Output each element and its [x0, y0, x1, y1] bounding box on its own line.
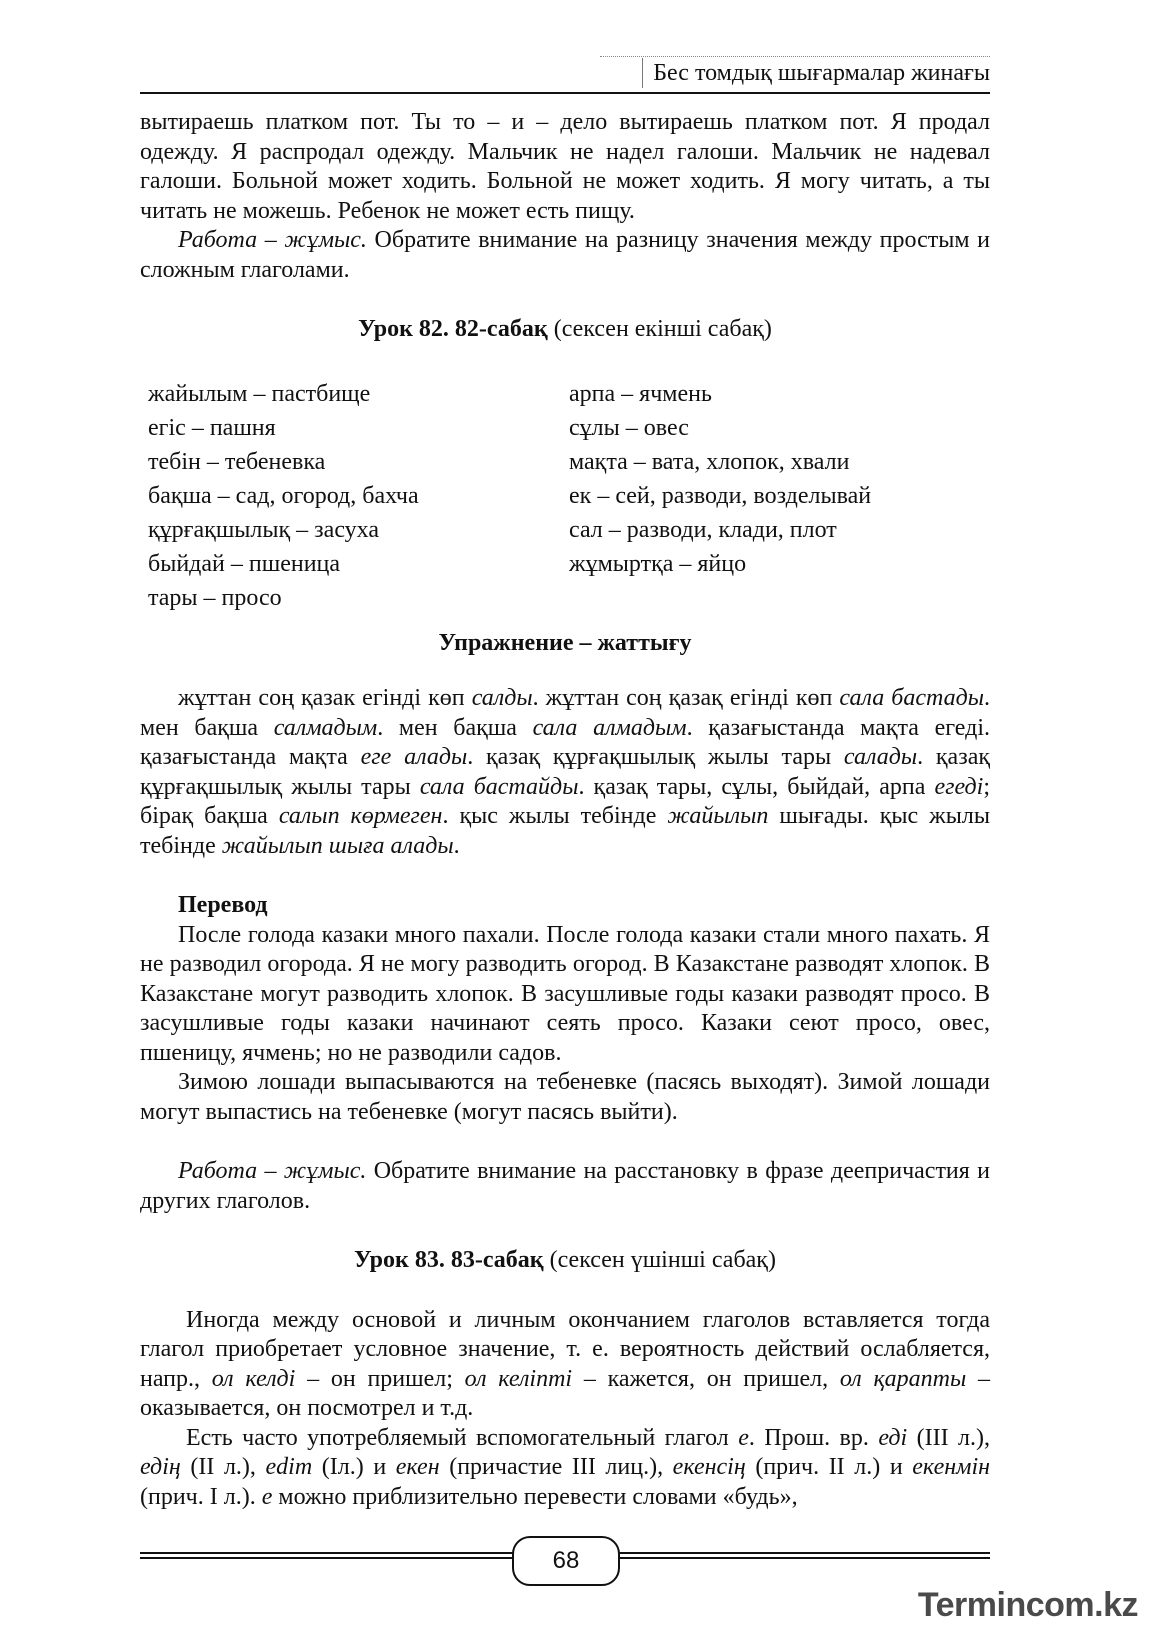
italic-run: салмадым	[273, 714, 378, 741]
italic-run: едің	[140, 1454, 181, 1480]
translation-paragraph-2: Зимою лошади выпасываются на тебеневке (пасясь выходят). Зимой лошади могут выпастись на тебеневке (могут пасясь выйти).	[140, 1069, 990, 1125]
vocabulary-item-right: сал – разводи, клади, плот	[569, 516, 837, 543]
vocabulary-item-right: сұлы – овес	[569, 414, 689, 441]
text-run: . мен бақша	[140, 685, 991, 741]
task-label: Работа – жұмыс.	[178, 227, 367, 253]
text-run: . мен бақша	[377, 714, 533, 741]
text-run: (Iл.) и	[312, 1454, 396, 1480]
text-run: – он пришел;	[295, 1365, 465, 1392]
italic-run: ол қарапты	[839, 1365, 967, 1392]
paragraph-4	[140, 1306, 990, 1424]
text-run: . қазақ құрғақшылық жылы тары	[140, 744, 991, 800]
paragraph-3	[140, 1157, 990, 1216]
italic-run: е	[261, 1483, 273, 1510]
header-dotted-rule	[600, 56, 990, 57]
italic-run: еді	[878, 1424, 908, 1451]
vocabulary-item-left: тары – просо	[148, 584, 282, 611]
page-number: 68	[512, 1536, 620, 1586]
lesson-82-heading	[140, 315, 990, 345]
text-run: (причастие III лиц.),	[439, 1454, 673, 1480]
text-run: Есть часто употребляемый вспомогательный глагол	[186, 1424, 739, 1451]
exercise-text	[140, 684, 990, 861]
lesson-83-title: Урок 83. 83-сабақ	[354, 1247, 544, 1273]
paragraph-2	[140, 226, 990, 285]
text-run: ; бірақ бақша	[140, 773, 991, 829]
italic-run: сала бастады	[839, 685, 985, 711]
watermark-logo: Termincom.kz	[917, 1586, 1138, 1624]
lesson-83-heading	[140, 1246, 990, 1276]
italic-run: салып көрмеген	[278, 803, 443, 829]
page-content	[140, 108, 990, 1512]
text-run: – оказывается, он посмотрел и т.д.	[140, 1365, 991, 1421]
vocabulary-right-column	[569, 377, 990, 615]
text-run: . Прош. вр.	[748, 1424, 879, 1451]
running-header: Бес томдық шығармалар жинағы	[642, 58, 990, 88]
text-run: шығады. қыс жылы тебінде	[140, 803, 990, 859]
vocabulary-item-left: құрғақшылық – засуха	[148, 516, 379, 543]
text-run: . жұттан соң қазақ егінді көп	[532, 685, 840, 711]
text-run: . қазағыстанда мақта егеді. қазағыстанда мақта	[140, 714, 991, 770]
italic-run: сала алмадым	[532, 714, 687, 741]
text-run: жұттан соң қазак егінді көп	[178, 685, 472, 711]
translation-paragraph-1: После голода казаки много пахали. После голода казаки стали много пахать. Я не разводил огорода. Я не могу разводить огород. В Казакстане разводят хлопок. В Казакстане могут разводить хлопок. В засушливые годы казаки разводят просо. В засушливые годы казаки начинают сеять просо. Казаки сеют просо, овес, пшеницу, ячмень; но не разводили садов.	[140, 921, 990, 1066]
italic-run: салды	[471, 685, 533, 711]
vocabulary-list	[140, 377, 990, 615]
text-run: (прич. II л.) и	[745, 1454, 913, 1480]
paragraph-5	[140, 1424, 990, 1513]
lesson-82-subtitle: (сексен екінші сабақ)	[547, 316, 772, 342]
text-run: . қазақ құрғақшылық жылы тары	[467, 744, 844, 770]
vocabulary-item-left: егіс – пашня	[148, 414, 276, 441]
task-label-2: Работа – жұмыс.	[178, 1158, 367, 1184]
italic-run: екенсің	[672, 1454, 746, 1480]
text-run: (III л.),	[907, 1424, 990, 1451]
italic-run: жайылып	[667, 803, 769, 829]
italic-run: е	[738, 1424, 749, 1451]
italic-run: егеді	[934, 773, 984, 800]
italic-run: ол келді	[211, 1365, 296, 1392]
italic-run: ол келіпті	[464, 1365, 573, 1392]
task-text-2: Обратите внимание на расстановку в фразе деепричастия и других глаголов.	[140, 1158, 990, 1214]
italic-run: сала бастайды	[419, 773, 579, 800]
italic-run: еге алады	[360, 744, 468, 770]
vocabulary-item-left: быйдай – пшеница	[148, 550, 341, 577]
italic-run: екен	[395, 1454, 440, 1480]
lesson-83-subtitle: (сексен үшінші сабақ)	[543, 1247, 776, 1273]
exercise-heading: Упражнение – жаттығу	[438, 629, 692, 656]
vocabulary-item-right: арпа – ячмень	[569, 380, 712, 407]
vocabulary-item-right: мақта – вата, хлопок, хвали	[569, 448, 850, 475]
vocabulary-item-right: ек – сей, разводи, возделывай	[569, 482, 872, 509]
text-run: (II л.),	[180, 1454, 266, 1480]
vocabulary-item-left: жайылым – пастбище	[148, 380, 371, 407]
text-run: . қазақ тары, сұлы, быйдай, арпа	[578, 773, 935, 800]
header-rule	[140, 92, 990, 94]
italic-run: edim	[265, 1454, 313, 1480]
italic-run: жайылып шыға алады	[221, 832, 454, 859]
text-run: – кажется, он пришел,	[572, 1365, 840, 1392]
text-run: можно приблизительно перевести словами «будь»,	[272, 1483, 798, 1510]
text-run: (прич. I л.).	[140, 1483, 262, 1510]
translation-heading: Перевод	[178, 892, 268, 918]
text-run: .	[453, 832, 460, 859]
lesson-82-title: Урок 82. 82-сабақ	[358, 316, 548, 342]
text-run: . қыс жылы тебінде	[442, 803, 668, 829]
task-text: Обратите внимание на разницу значения между простым и сложным глаголами.	[140, 227, 990, 283]
text-run: Иногда между основой и личным окончанием глаголов вставляется тогда глагол приобретает условное значение, т. е. вероятность действий ослабляется, напр.,	[140, 1306, 990, 1392]
vocabulary-item-left: тебін – тебеневка	[148, 448, 326, 475]
italic-run: салады	[843, 744, 918, 770]
vocabulary-item-left: бақша – сад, огород, бахча	[148, 482, 419, 509]
paragraph-1: вытираешь платком пот. Ты то – и – дело вытираешь платком пот. Я продал одежду. Я распродал одежду. Мальчик не надел галоши. Мальчик не надевал галоши. Больной может ходить. Больной не может ходить. Я могу читать, а ты читать не можешь. Ребенок не может есть пищу.	[140, 109, 990, 224]
vocabulary-left-column	[148, 377, 569, 615]
italic-run: екенмін	[912, 1454, 991, 1480]
vocabulary-item-right: жұмыртқа – яйцо	[569, 550, 747, 577]
